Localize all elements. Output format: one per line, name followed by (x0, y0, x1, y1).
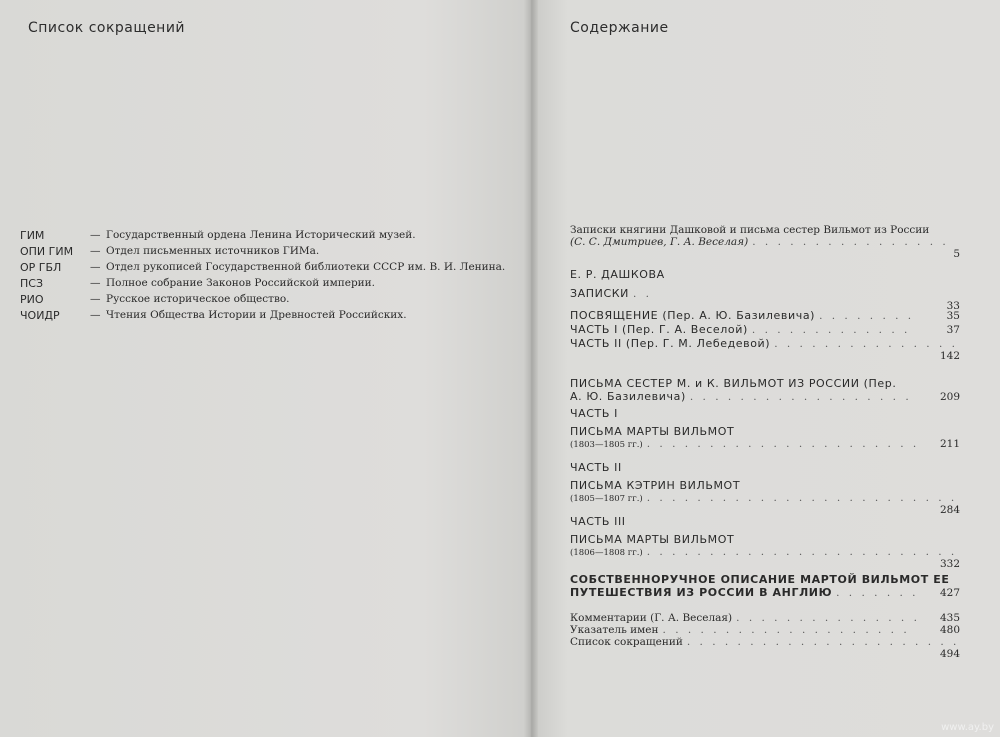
abbreviation: ПСЗ (20, 276, 44, 290)
toc-page-number: 35 (946, 310, 960, 322)
toc-entry-chast1[interactable] (570, 323, 960, 336)
abbreviation: РИО (20, 292, 44, 306)
abbreviation-meaning: Государственный ордена Ленина Исторический музей. (106, 229, 416, 241)
abbreviation-meaning: Русское историческое общество. (106, 293, 290, 305)
dash: — (90, 229, 101, 241)
dot-leader (647, 546, 956, 558)
toc-page-number: 480 (939, 624, 960, 636)
dash: — (90, 293, 101, 305)
toc-page-number: 494 (939, 648, 960, 660)
toc-page-number: 435 (939, 612, 960, 624)
abbreviation-row (20, 307, 505, 323)
abbreviation-row (20, 227, 505, 243)
abbreviation-row (20, 291, 505, 307)
toc-entry-title: ПИСЬМА КЭТРИН ВИЛЬМОТ (570, 479, 741, 492)
abbreviation: ОПИ ГИМ (20, 244, 74, 258)
toc-entry-title: ЧАСТЬ I (Пер. Г. А. Веселой) (570, 323, 748, 336)
toc-page-number: 332 (939, 558, 960, 570)
dash: — (90, 261, 101, 273)
abbreviation: ЧОИДР (20, 308, 60, 322)
book-spine (524, 0, 538, 737)
toc-entry-posvyashchenie[interactable] (570, 309, 960, 322)
toc-page-number: 284 (939, 504, 960, 516)
toc-entry-kommentarii[interactable] (570, 612, 960, 624)
abbreviation-row (20, 243, 505, 259)
toc-entry-title: ПОСВЯЩЕНИЕ (Пер. А. Ю. Базилевича) (570, 309, 816, 322)
toc-part-label: ЧАСТЬ III (570, 515, 626, 528)
toc-entry-opisanie[interactable] (570, 573, 960, 599)
toc-entry-ukazatel[interactable] (570, 624, 960, 636)
dot-leader (687, 636, 956, 648)
toc-page-number: 5 (953, 248, 960, 260)
abbreviation-meaning: Отдел письменных источников ГИМа. (106, 245, 320, 257)
toc-page-number: 211 (939, 438, 960, 450)
dash: — (90, 245, 101, 257)
dot-leader (819, 310, 916, 322)
toc-entry-title-cont: А. Ю. Базилевича) (570, 390, 686, 403)
dash: — (90, 309, 101, 321)
dot-leader (647, 438, 916, 450)
toc-entry-title: ПИСЬМА МАРТЫ ВИЛЬМОТ (570, 425, 735, 438)
toc-page-number: 209 (939, 391, 960, 403)
dot-leader (736, 612, 916, 624)
toc-entry-title: Комментарии (Г. А. Веселая) (570, 612, 733, 624)
toc-page-number: 33 (946, 300, 960, 312)
contents-heading: Содержание (570, 20, 669, 36)
abbreviation: ГИМ (20, 228, 45, 242)
toc-entry-chast2[interactable] (570, 337, 960, 362)
abbreviations-list (20, 227, 505, 323)
toc-entry-title: ПИСЬМА МАРТЫ ВИЛЬМОТ (570, 533, 735, 546)
toc-entry-dates: (1803—1805 гг.) (570, 440, 643, 450)
abbreviation-row (20, 275, 505, 291)
watermark: www.ay.by (941, 722, 994, 733)
toc-part-label: ЧАСТЬ I (570, 407, 618, 420)
toc-entry-dates: (1806—1808 гг.) (570, 548, 643, 558)
toc-author: Е. Р. ДАШКОВА (570, 268, 665, 281)
dot-leader (752, 236, 956, 248)
toc-entry-title: ЧАСТЬ II (Пер. Г. М. Лебедевой) (570, 337, 771, 350)
toc-page-number: 142 (939, 350, 960, 362)
abbreviation-meaning: Полное собрание Законов Российской империи. (106, 277, 376, 289)
toc-part-label: ЧАСТЬ II (570, 461, 622, 474)
toc-entry-authors: (С. С. Дмитриев, Г. А. Веселая) (570, 236, 749, 248)
dot-leader (647, 492, 956, 504)
toc-page-number: 427 (939, 587, 960, 599)
toc-entry-title: СОБСТВЕННОРУЧНОЕ ОПИСАНИЕ МАРТОЙ ВИЛЬМОТ ЕЕ (570, 573, 950, 586)
dot-leader (663, 624, 916, 636)
dash: — (90, 277, 101, 289)
toc-entry-title: ЗАПИСКИ (570, 287, 629, 300)
toc-entry-title-cont: ПУТЕШЕСТВИЯ ИЗ РОССИИ В АНГЛИЮ (570, 586, 833, 599)
dot-leader (690, 391, 916, 403)
toc-entry-part1[interactable] (570, 425, 960, 450)
dot-leader (752, 324, 916, 336)
toc-entry-dates: (1805—1807 гг.) (570, 494, 643, 504)
toc-entry-part2[interactable] (570, 479, 960, 516)
toc-entry-title: ПИСЬМА СЕСТЕР М. и К. ВИЛЬМОТ ИЗ РОССИИ (Пер. (570, 377, 897, 390)
toc-entry-spisok[interactable] (570, 636, 960, 660)
toc-entry-title: Записки княгини Дашковой и письма сестер Вильмот из России (570, 224, 930, 236)
toc-entry-intro[interactable] (570, 224, 960, 260)
toc-entry-title: Указатель имен (570, 624, 659, 636)
dot-leader (836, 587, 916, 599)
toc-entry-part3[interactable] (570, 533, 960, 570)
abbreviation-meaning: Отдел рукописей Государственной библиотеки СССР им. В. И. Ленина. (106, 261, 506, 273)
abbreviation: ОР ГБЛ (20, 260, 62, 274)
abbreviation-meaning: Чтения Общества Истории и Древностей Российских. (106, 309, 407, 321)
abbreviation-row (20, 259, 505, 275)
abbreviations-heading: Список сокращений (28, 20, 186, 36)
toc-entry-title: Список сокращений (570, 636, 683, 648)
dot-leader (633, 288, 653, 300)
dot-leader (774, 338, 956, 350)
toc-page-number: 37 (946, 324, 960, 336)
toc-entry-pisma[interactable] (570, 377, 960, 403)
